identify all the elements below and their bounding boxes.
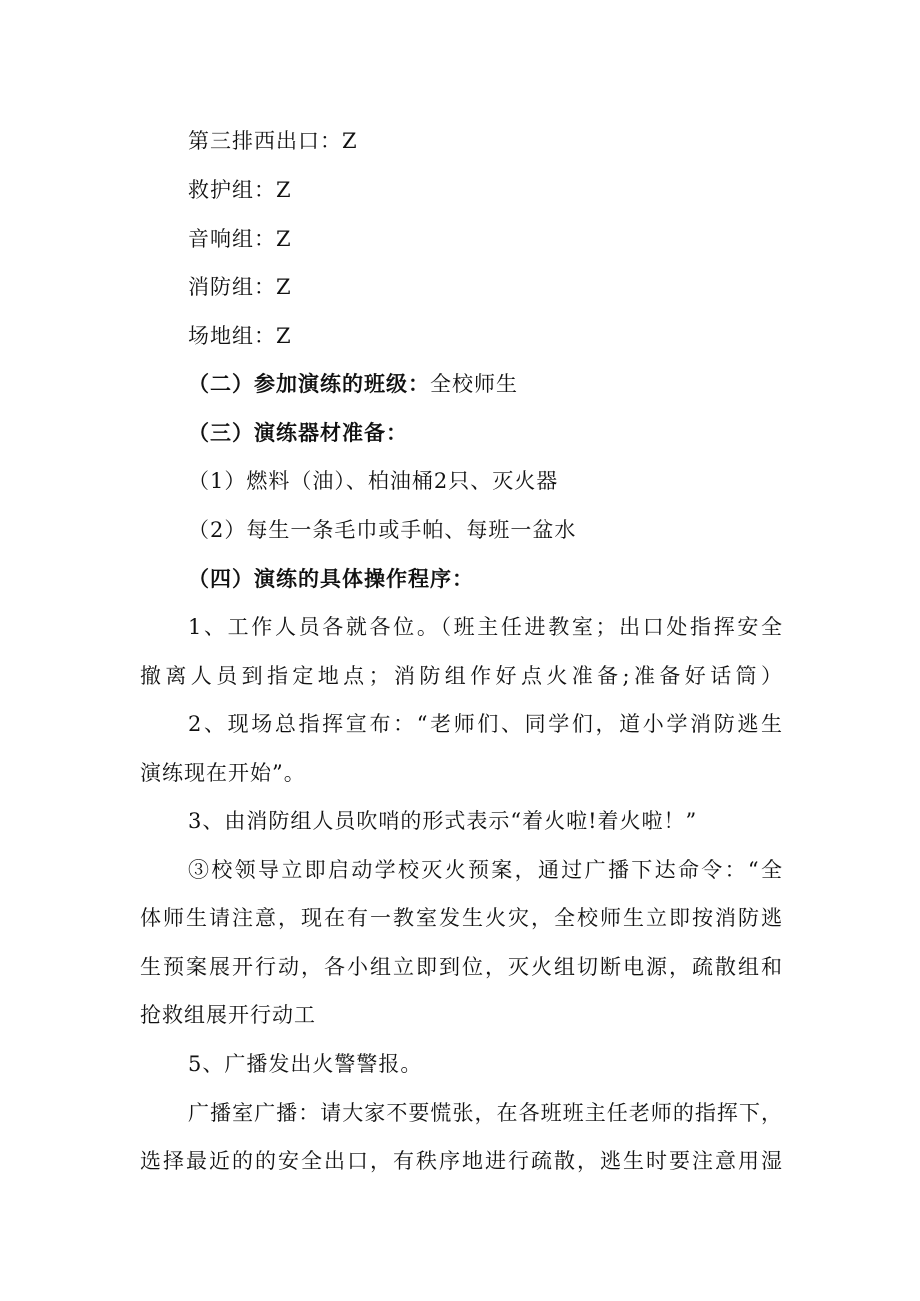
staff-line: 场地组：Z	[188, 324, 292, 348]
staff-line: 消防组：Z	[188, 275, 292, 299]
section-2-line	[188, 370, 782, 398]
procedure-line: 2、现场总指挥宣布：“老师们、同学们，道小学消防逃生	[188, 712, 782, 736]
section-2-heading: （二）参加演练的班级：	[188, 371, 430, 396]
section-3-heading: （三）演练器材准备：	[188, 420, 408, 445]
equipment-item: （2）每生一条毛巾或手帕、每班一盆水	[188, 518, 577, 542]
staff-line: 第三排西出口：Z	[188, 129, 358, 153]
section-2-value: 全校师生	[430, 372, 518, 396]
procedure-line: 广播室广播：请大家不要慌张，在各班班主任老师的指挥下，	[188, 1101, 782, 1125]
procedure-line: 体师生请注意，现在有一教室发生火灾，全校师生立即按消防逃	[140, 906, 782, 930]
procedure-line: 3、由消防组人员吹哨的形式表示“着火啦!着火啦！”	[188, 809, 698, 833]
procedure-line: 5、广播发出火警警报。	[188, 1052, 423, 1076]
staff-line: 救护组：Z	[188, 178, 292, 202]
procedure-line: 1、工作人员各就各位。（班主任进教室；出口处指挥安全	[188, 615, 782, 639]
procedure-line: 演练现在开始”。	[140, 761, 306, 785]
section-4-heading: （四）演练的具体操作程序：	[188, 566, 474, 591]
procedure-line: 抢救组展开行动工	[140, 1003, 316, 1027]
equipment-item: （1）燃料（油）、柏油桶2只、灭火器	[188, 469, 559, 493]
staff-line: 音响组：Z	[188, 227, 292, 251]
procedure-line: ③校领导立即启动学校灭火预案，通过广播下达命令：“全	[188, 858, 782, 882]
procedure-line: 撤离人员到指定地点；消防组作好点火准备;准备好话筒）	[140, 664, 782, 688]
procedure-line: 生预案展开行动，各小组立即到位，灭火组切断电源，疏散组和	[140, 955, 782, 979]
procedure-line: 选择最近的的安全出口，有秩序地进行疏散，逃生时要注意用湿	[140, 1149, 782, 1173]
